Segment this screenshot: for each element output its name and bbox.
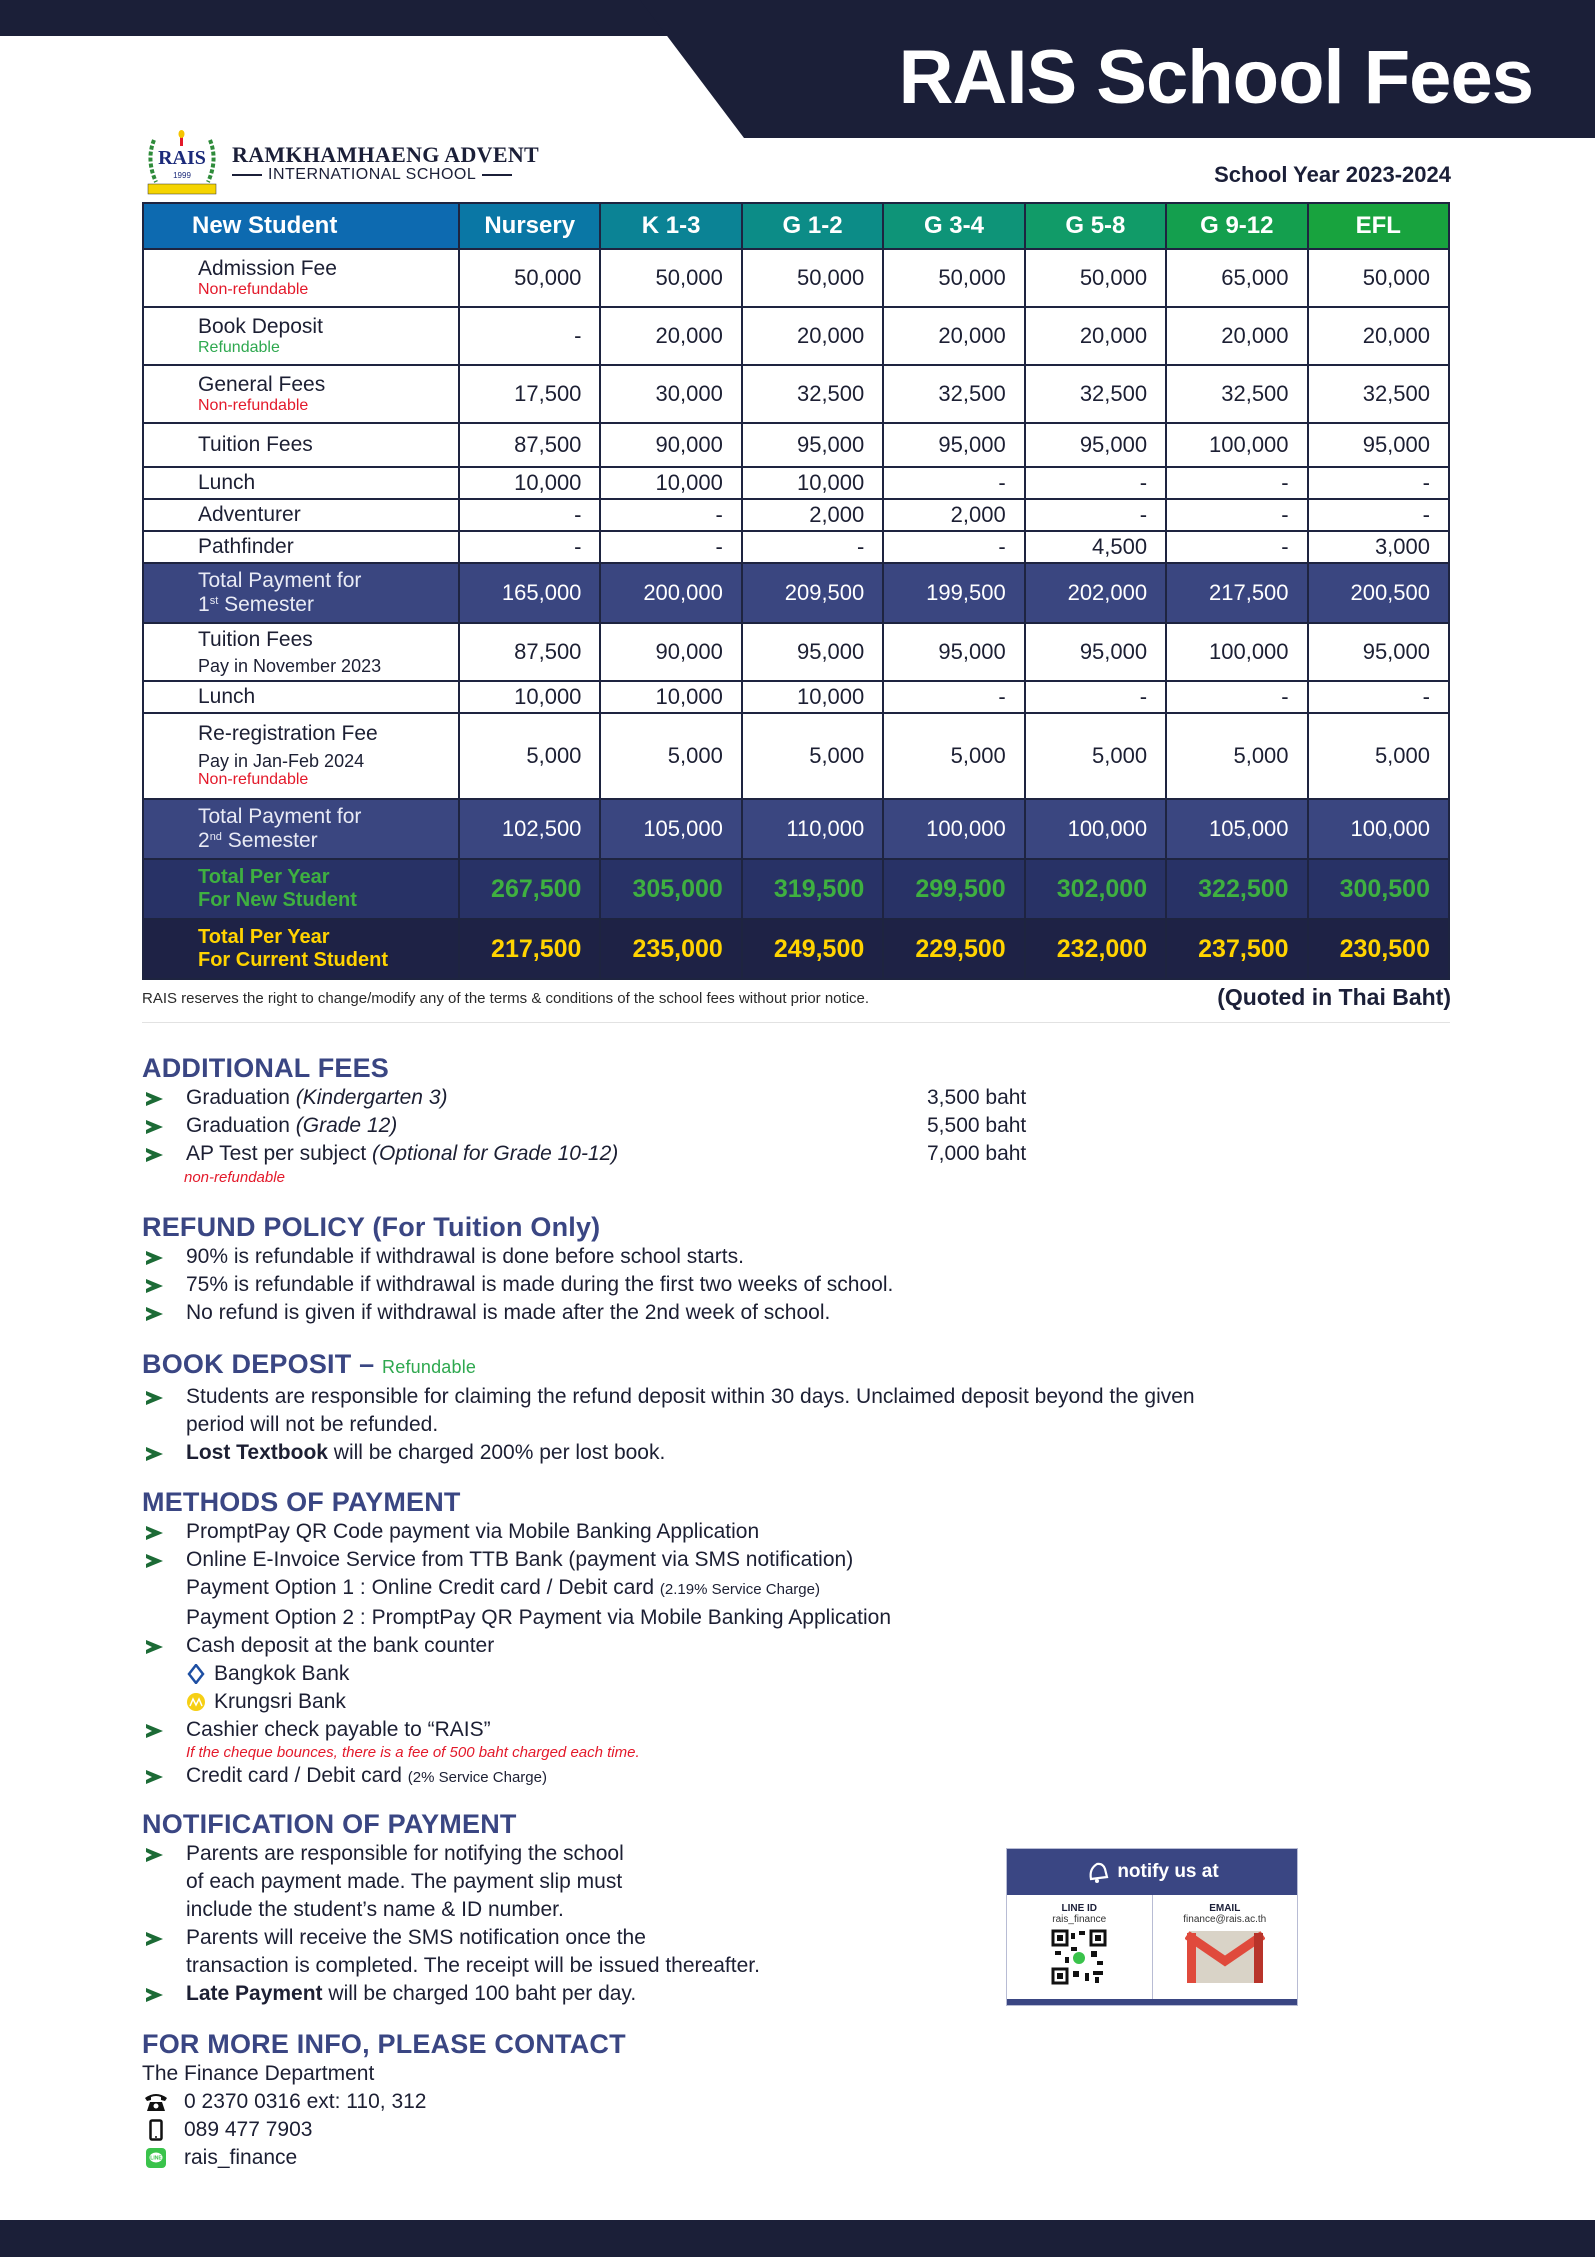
fee-cell: 100,000 <box>1166 623 1307 681</box>
row-label-text: Total Per Year <box>198 926 330 948</box>
fee-cell: 30,000 <box>600 365 741 423</box>
fee-cell: 200,000 <box>600 563 741 623</box>
list-item-text: Credit card / Debit card <box>186 1764 408 1787</box>
arrow-bullet-icon <box>146 1148 163 1162</box>
column-header: G 5-8 <box>1025 203 1166 249</box>
section-title: METHODS OF PAYMENT <box>142 1487 461 1517</box>
cheque-note: If the cheque bounces, there is a fee of 500 baht charged each time. <box>186 1744 640 1761</box>
fee-amount: 3,500 baht <box>927 1086 1027 1109</box>
fee-amount: 7,000 baht <box>927 1142 1027 1165</box>
additional-fee-item <box>142 1112 1462 1140</box>
row-label-text: Re-registration Fee <box>198 722 378 746</box>
fee-cell: - <box>1025 681 1166 713</box>
list-item-text: No refund is given if withdrawal is made after the 2nd week of school. <box>186 1301 831 1324</box>
notify-header <box>1007 1849 1297 1895</box>
school-year: School Year 2023-2024 <box>1214 162 1451 187</box>
fee-cell: 299,500 <box>883 859 1024 919</box>
fee-cell: 5,000 <box>883 713 1024 799</box>
krungsri-bank-icon <box>186 1692 206 1712</box>
table-header-row <box>143 203 1449 249</box>
service-charge-note: (2% Service Charge) <box>407 1769 547 1786</box>
bank-name: Krungsri Bank <box>214 1690 346 1713</box>
fee-cell: 20,000 <box>1308 307 1449 365</box>
fee-cell: 10,000 <box>742 681 883 713</box>
row-label <box>143 859 459 919</box>
column-header: G 9-12 <box>1166 203 1307 249</box>
fee-cell: 10,000 <box>742 467 883 499</box>
row-label-text: Pathfinder <box>198 534 294 558</box>
fee-cell: 249,500 <box>742 919 883 979</box>
row-label <box>143 681 459 713</box>
fee-cell: 50,000 <box>600 249 741 307</box>
bank-bangkok <box>142 1660 1462 1688</box>
phone-number[interactable]: 0 2370 0316 ext: 110, 312 <box>184 2090 427 2113</box>
fee-cell: 319,500 <box>742 859 883 919</box>
table-row <box>143 713 1449 799</box>
arrow-bullet-icon <box>146 1447 163 1461</box>
svg-text:RAIS: RAIS <box>158 147 206 169</box>
fee-cell: 95,000 <box>1308 423 1449 467</box>
table-row <box>143 859 1449 919</box>
table-row <box>143 307 1449 365</box>
additional-fee-item <box>142 1084 1462 1112</box>
column-header: EFL <box>1308 203 1449 249</box>
arrow-bullet-icon <box>146 1279 163 1293</box>
list-item-text: Parents will receive the SMS notification once the <box>186 1926 646 1949</box>
fee-cell: 102,500 <box>459 799 600 859</box>
mobile-phone-icon <box>142 2119 170 2141</box>
school-logo-icon <box>142 130 222 196</box>
arrow-bullet-icon <box>146 1307 163 1321</box>
list-item-text: Cashier check payable to “RAIS” <box>186 1718 491 1741</box>
fee-cell: 4,500 <box>1025 531 1166 563</box>
fee-cell: 5,000 <box>1025 713 1166 799</box>
svg-text:LINE: LINE <box>150 2155 162 2162</box>
fee-label: Graduation <box>186 1086 296 1109</box>
divider <box>142 1022 1450 1023</box>
table-row <box>143 531 1449 563</box>
row-label <box>143 499 459 531</box>
fee-cell: - <box>883 531 1024 563</box>
fee-cell: 199,500 <box>883 563 1024 623</box>
row-label-line2: For New Student <box>198 889 357 911</box>
fee-cell: 217,500 <box>1166 563 1307 623</box>
fee-cell: 100,000 <box>1166 423 1307 467</box>
line-id-column <box>1007 1895 1152 1999</box>
fee-cell: 100,000 <box>883 799 1024 859</box>
fee-cell: 95,000 <box>742 423 883 467</box>
row-sublabel: Pay in Jan-Feb 2024 <box>198 750 365 771</box>
fee-cell: - <box>600 531 741 563</box>
fee-cell: 302,000 <box>1025 859 1166 919</box>
row-label-text: Adventurer <box>198 502 301 526</box>
fee-cell: 87,500 <box>459 423 600 467</box>
list-item-text: will be charged 200% per lost book. <box>327 1441 666 1464</box>
fee-detail: (Grade 12) <box>295 1114 398 1137</box>
payment-option-2: Payment Option 2 : PromptPay QR Payment via Mobile Banking Application <box>186 1606 892 1629</box>
email-column <box>1152 1895 1298 1999</box>
list-item <box>142 1840 962 1868</box>
section-title <box>142 1348 1462 1383</box>
fee-cell: - <box>459 307 600 365</box>
fee-cell: - <box>1166 531 1307 563</box>
fee-cell: 300,500 <box>1308 859 1449 919</box>
list-item <box>142 1383 1462 1411</box>
row-label <box>143 307 459 365</box>
row-label <box>143 467 459 499</box>
fee-cell: 95,000 <box>742 623 883 681</box>
page-title: RAIS School Fees <box>898 35 1533 120</box>
footer-band <box>0 2220 1595 2257</box>
arrow-bullet-icon <box>146 1988 163 2002</box>
line-app-icon <box>142 2148 170 2168</box>
fee-cell: 5,000 <box>1166 713 1307 799</box>
arrow-bullet-icon <box>146 1251 163 1265</box>
fee-cell: - <box>1166 499 1307 531</box>
refund-status-note: Non-refundable <box>198 280 309 298</box>
fee-label: AP Test per subject <box>186 1142 372 1165</box>
fee-cell: 32,500 <box>883 365 1024 423</box>
fee-cell: - <box>1308 467 1449 499</box>
additional-fees-section <box>142 1052 1462 1188</box>
table-row <box>143 365 1449 423</box>
fee-cell: 217,500 <box>459 919 600 979</box>
fee-cell: 110,000 <box>742 799 883 859</box>
contact-section <box>142 2028 1462 2172</box>
fee-cell: - <box>883 467 1024 499</box>
divider <box>232 174 262 176</box>
refund-status-note: Refundable <box>198 338 280 356</box>
fee-cell: 100,000 <box>1308 799 1449 859</box>
semester-label: 2nd Semester <box>198 829 318 852</box>
fee-cell: 50,000 <box>1025 249 1166 307</box>
list-item <box>142 1546 1462 1574</box>
row-label-text: Tuition Fees <box>198 627 313 651</box>
table-row <box>143 499 1449 531</box>
row-label-text: Total Payment for <box>198 804 362 828</box>
fee-cell: - <box>1308 499 1449 531</box>
arrow-bullet-icon <box>146 1770 163 1784</box>
fee-cell: 5,000 <box>600 713 741 799</box>
qr-code-icon[interactable] <box>1051 1929 1107 1985</box>
fee-cell: 5,000 <box>742 713 883 799</box>
arrow-bullet-icon <box>146 1932 163 1946</box>
list-item-continued: include the student’s name & ID number. <box>186 1898 564 1921</box>
refund-policy-section <box>142 1211 1462 1327</box>
finance-department: The Finance Department <box>142 2062 375 2085</box>
fee-cell: 32,500 <box>1166 365 1307 423</box>
row-label <box>143 423 459 467</box>
section-title: FOR MORE INFO, PLEASE CONTACT <box>142 2029 626 2059</box>
fee-cell: 235,000 <box>600 919 741 979</box>
semester-label: 1st Semester <box>198 593 314 616</box>
fee-cell: 50,000 <box>742 249 883 307</box>
fee-cell: 20,000 <box>600 307 741 365</box>
fee-cell: 229,500 <box>883 919 1024 979</box>
service-charge-note: (2.19% Service Charge) <box>659 1581 820 1598</box>
list-item <box>142 1243 1462 1271</box>
fee-cell: 90,000 <box>600 623 741 681</box>
list-item <box>142 1632 1462 1660</box>
row-label <box>143 563 459 623</box>
list-item-continued: of each payment made. The payment slip must <box>186 1870 623 1893</box>
table-row <box>143 249 1449 307</box>
row-label-text: General Fees <box>198 372 326 396</box>
section-title-text: BOOK DEPOSIT – <box>142 1349 383 1379</box>
arrow-bullet-icon <box>146 1848 163 1862</box>
column-header: Nursery <box>459 203 600 249</box>
row-label <box>143 799 459 859</box>
fee-cell: 322,500 <box>1166 859 1307 919</box>
row-sublabel: Pay in November 2023 <box>198 655 382 676</box>
fee-cell: - <box>1025 467 1166 499</box>
table-row <box>143 423 1449 467</box>
table-row <box>143 681 1449 713</box>
fee-cell: 232,000 <box>1025 919 1166 979</box>
fee-cell: 20,000 <box>1166 307 1307 365</box>
fee-cell: 95,000 <box>883 423 1024 467</box>
row-label <box>143 919 459 979</box>
fee-cell: 267,500 <box>459 859 600 919</box>
fee-cell: 95,000 <box>1025 423 1166 467</box>
list-item <box>142 1762 1462 1792</box>
fee-cell: 50,000 <box>459 249 600 307</box>
telephone-icon <box>142 2092 170 2112</box>
list-item <box>142 1299 1462 1327</box>
divider <box>482 174 512 176</box>
fee-cell: - <box>883 681 1024 713</box>
fee-cell: - <box>459 499 600 531</box>
list-item-continued: transaction is completed. The receipt will be issued thereafter. <box>186 1954 760 1977</box>
notify-footer <box>1007 1999 1297 2005</box>
row-label <box>143 365 459 423</box>
section-title: ADDITIONAL FEES <box>142 1053 390 1083</box>
arrow-bullet-icon <box>146 1526 163 1540</box>
fee-cell: 17,500 <box>459 365 600 423</box>
fee-cell: 237,500 <box>1166 919 1307 979</box>
fee-cell: 305,000 <box>600 859 741 919</box>
bangkok-bank-icon <box>186 1664 206 1684</box>
list-item <box>142 1924 962 1952</box>
row-label-line2: For Current Student <box>198 949 388 971</box>
fee-cell: 3,000 <box>1308 531 1449 563</box>
disclaimer: RAIS reserves the right to change/modify any of the terms & conditions of the school fees without prior notice. <box>142 990 870 1007</box>
row-label <box>143 531 459 563</box>
school-subtitle-text: INTERNATIONAL SCHOOL <box>268 166 477 183</box>
non-refundable-note: non-refundable <box>184 1169 285 1186</box>
fee-cell: - <box>459 531 600 563</box>
list-item-text: Students are responsible for claiming the refund deposit within 30 days. Unclaimed deposit beyond the given <box>186 1385 1195 1408</box>
notification-section <box>142 1808 962 2008</box>
bank-name: Bangkok Bank <box>214 1662 350 1685</box>
fee-cell: 10,000 <box>600 681 741 713</box>
school-subtitle <box>232 166 512 184</box>
fee-cell: 95,000 <box>883 623 1024 681</box>
list-item <box>142 1716 1462 1744</box>
arrow-bullet-icon <box>146 1092 163 1106</box>
fee-detail: (Kindergarten 3) <box>295 1086 448 1109</box>
fee-cell: 50,000 <box>883 249 1024 307</box>
fee-label: Graduation <box>186 1114 296 1137</box>
list-item-text: PromptPay QR Code payment via Mobile Banking Application <box>186 1520 760 1543</box>
fee-cell: 20,000 <box>742 307 883 365</box>
column-header: G 1-2 <box>742 203 883 249</box>
row-label-text: Total Payment for <box>198 568 362 592</box>
line-id[interactable]: rais_finance <box>184 2146 298 2169</box>
table-row <box>143 919 1449 979</box>
column-header: G 3-4 <box>883 203 1024 249</box>
list-item-continued: period will not be refunded. <box>186 1413 439 1436</box>
fee-cell: 100,000 <box>1025 799 1166 859</box>
list-item-text: Cash deposit at the bank counter <box>186 1634 495 1657</box>
row-label <box>143 249 459 307</box>
row-label-text: Book Deposit <box>198 314 323 338</box>
fee-cell: 10,000 <box>459 681 600 713</box>
list-item-text: Parents are responsible for notifying the school <box>186 1842 624 1865</box>
gmail-icon <box>1185 1929 1265 1985</box>
list-item-text: will be charged 100 baht per day. <box>322 1982 637 2005</box>
fee-cell: - <box>1025 499 1166 531</box>
list-item-bold: Late Payment <box>186 1982 323 2005</box>
list-item-text: 75% is refundable if withdrawal is made during the first two weeks of school. <box>186 1273 894 1296</box>
refund-status-note: Non-refundable <box>198 771 309 789</box>
refundable-note: Refundable <box>382 1357 477 1377</box>
fee-cell: 202,000 <box>1025 563 1166 623</box>
currency-note: (Quoted in Thai Baht) <box>1217 984 1451 1010</box>
fee-cell: 105,000 <box>1166 799 1307 859</box>
bell-icon <box>1085 1859 1111 1885</box>
list-item-text: Online E-Invoice Service from TTB Bank (payment via SMS notification) <box>186 1548 854 1571</box>
fee-cell: 2,000 <box>883 499 1024 531</box>
option-text: Payment Option 1 : Online Credit card / Debit card <box>186 1576 660 1599</box>
row-label-text: Tuition Fees <box>198 432 313 456</box>
list-item <box>142 1518 1462 1546</box>
fee-cell: 20,000 <box>883 307 1024 365</box>
list-item-bold: Lost Textbook <box>186 1441 328 1464</box>
list-item <box>142 1980 962 2008</box>
fee-cell: 32,500 <box>742 365 883 423</box>
row-label <box>143 713 459 799</box>
arrow-bullet-icon <box>146 1554 163 1568</box>
list-item-text: 90% is refundable if withdrawal is done before school starts. <box>186 1245 744 1268</box>
payment-option-1 <box>142 1574 1462 1604</box>
email-label: EMAIL <box>1209 1903 1241 1914</box>
fee-cell: - <box>600 499 741 531</box>
fee-cell: - <box>1166 467 1307 499</box>
row-label <box>143 623 459 681</box>
fee-cell: 32,500 <box>1308 365 1449 423</box>
fee-cell: 95,000 <box>1025 623 1166 681</box>
table-row <box>143 563 1449 623</box>
table-row <box>143 623 1449 681</box>
mobile-number[interactable]: 089 477 7903 <box>184 2118 313 2141</box>
fee-cell: 105,000 <box>600 799 741 859</box>
fee-cell: 230,500 <box>1308 919 1449 979</box>
fee-amount: 5,500 baht <box>927 1114 1027 1137</box>
row-label-text: Lunch <box>198 470 256 494</box>
fee-cell: 90,000 <box>600 423 741 467</box>
table-row <box>143 467 1449 499</box>
column-header-new-student: New Student <box>143 203 459 249</box>
fee-cell: - <box>742 531 883 563</box>
fee-cell: 87,500 <box>459 623 600 681</box>
fee-table <box>142 202 1450 980</box>
contact-line <box>142 2144 1462 2172</box>
fee-cell: 165,000 <box>459 563 600 623</box>
refund-status-note: Non-refundable <box>198 396 309 414</box>
section-title: NOTIFICATION OF PAYMENT <box>142 1809 517 1839</box>
fee-cell: 2,000 <box>742 499 883 531</box>
list-item <box>142 1271 1462 1299</box>
methods-of-payment-section <box>142 1486 1462 1792</box>
additional-fee-item <box>142 1140 1462 1168</box>
fee-cell: 65,000 <box>1166 249 1307 307</box>
fee-cell: 200,500 <box>1308 563 1449 623</box>
row-label-text: Admission Fee <box>198 256 337 280</box>
email-value[interactable]: finance@rais.ac.th <box>1183 1914 1267 1925</box>
book-deposit-section <box>142 1348 1462 1467</box>
contact-phone <box>142 2088 1462 2116</box>
contact-mobile <box>142 2116 1462 2144</box>
fee-cell: 5,000 <box>459 713 600 799</box>
arrow-bullet-icon <box>146 1724 163 1738</box>
bank-krungsri <box>142 1688 1462 1716</box>
fee-detail: (Optional for Grade 10-12) <box>372 1142 619 1165</box>
fee-cell: 32,500 <box>1025 365 1166 423</box>
fee-cell: - <box>1308 681 1449 713</box>
fee-cell: - <box>1166 681 1307 713</box>
fee-cell: 20,000 <box>1025 307 1166 365</box>
column-header: K 1-3 <box>600 203 741 249</box>
fee-cell: 209,500 <box>742 563 883 623</box>
table-row <box>143 799 1449 859</box>
fee-cell: 50,000 <box>1308 249 1449 307</box>
fee-cell: 5,000 <box>1308 713 1449 799</box>
svg-text:1999: 1999 <box>173 171 191 180</box>
fee-cell: 10,000 <box>600 467 741 499</box>
school-name: RAMKHAMHAENG ADVENT <box>232 142 539 167</box>
row-label-text: Total Per Year <box>198 866 330 888</box>
row-label-text: Lunch <box>198 684 256 708</box>
fee-cell: 10,000 <box>459 467 600 499</box>
fee-cell: 95,000 <box>1308 623 1449 681</box>
arrow-bullet-icon <box>146 1391 163 1405</box>
line-id-value: rais_finance <box>1052 1914 1107 1925</box>
arrow-bullet-icon <box>146 1640 163 1654</box>
notify-us-box <box>1006 1848 1298 2006</box>
list-item <box>142 1439 1462 1467</box>
line-id-label: LINE ID <box>1061 1903 1098 1914</box>
notify-title: notify us at <box>1117 1861 1219 1882</box>
section-title: REFUND POLICY (For Tuition Only) <box>142 1212 601 1242</box>
arrow-bullet-icon <box>146 1120 163 1134</box>
